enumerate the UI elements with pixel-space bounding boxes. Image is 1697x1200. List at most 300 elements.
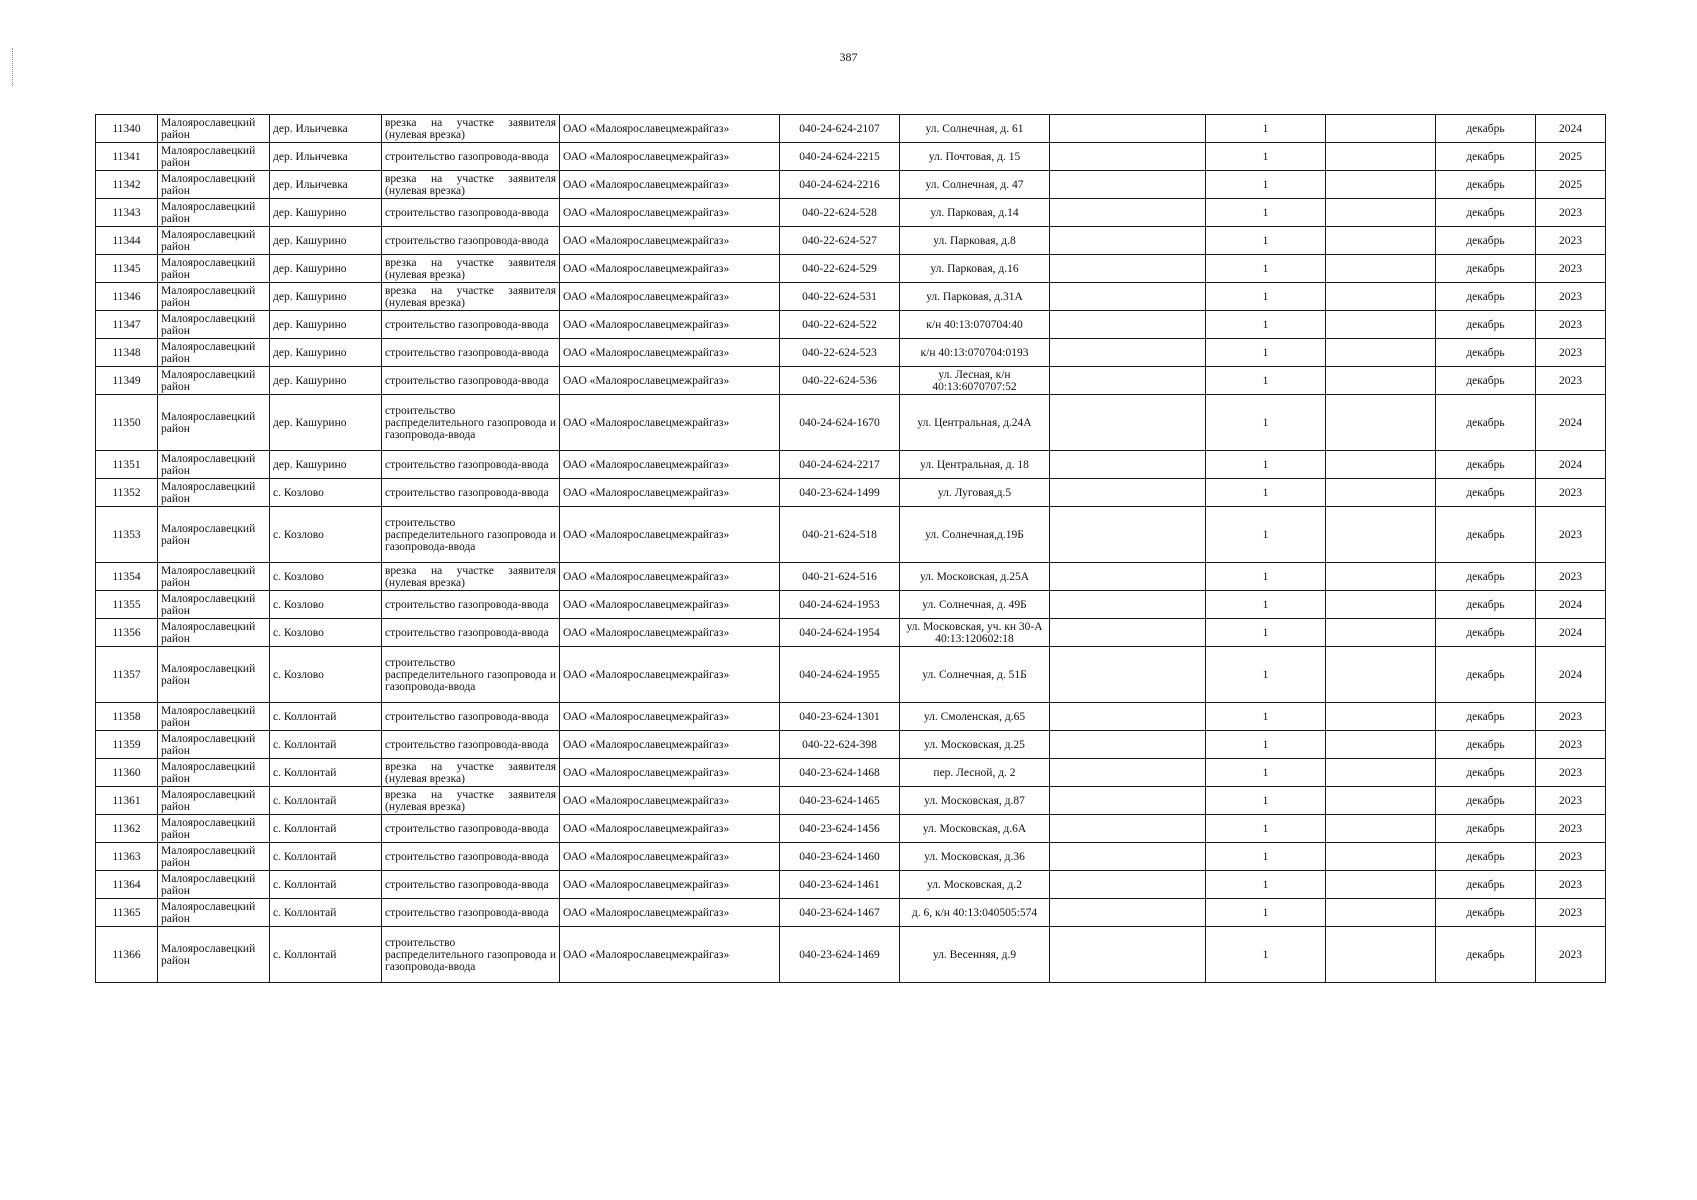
quantity-cell: 1 xyxy=(1206,255,1326,283)
quantity-cell: 1 xyxy=(1206,451,1326,479)
empty-cell xyxy=(1326,619,1436,647)
organization-cell: ОАО «Малоярославецмежрайгаз» xyxy=(560,507,780,563)
district-cell: Малоярославецкий район xyxy=(158,703,270,731)
quantity-cell: 1 xyxy=(1206,871,1326,899)
organization-cell: ОАО «Малоярославецмежрайгаз» xyxy=(560,871,780,899)
work-type-cell: строительство распределительного газопровода и газопровода-ввода xyxy=(382,507,560,563)
work-type-cell: врезка на участке заявителя (нулевая врезка) xyxy=(382,787,560,815)
table-row xyxy=(96,703,1606,731)
empty-cell xyxy=(1050,395,1206,451)
request-number-cell: 040-23-624-1460 xyxy=(780,843,900,871)
settlement-cell: дер. Ильичевка xyxy=(270,143,382,171)
empty-cell xyxy=(1050,283,1206,311)
work-type-cell: строительство газопровода-ввода xyxy=(382,199,560,227)
year-cell: 2023 xyxy=(1536,731,1606,759)
settlement-cell: дер. Кашурино xyxy=(270,395,382,451)
request-number-cell: 040-23-624-1469 xyxy=(780,927,900,983)
empty-cell xyxy=(1326,759,1436,787)
address-cell: ул. Почтовая, д. 15 xyxy=(900,143,1050,171)
empty-cell xyxy=(1050,451,1206,479)
work-type-cell: строительство газопровода-ввода xyxy=(382,815,560,843)
year-cell: 2023 xyxy=(1536,871,1606,899)
request-number-cell: 040-22-624-528 xyxy=(780,199,900,227)
year-cell: 2025 xyxy=(1536,143,1606,171)
quantity-cell: 1 xyxy=(1206,591,1326,619)
empty-cell xyxy=(1050,311,1206,339)
month-cell: декабрь xyxy=(1436,395,1536,451)
year-cell: 2023 xyxy=(1536,283,1606,311)
district-cell: Малоярославецкий район xyxy=(158,311,270,339)
address-cell: ул. Луговая,д.5 xyxy=(900,479,1050,507)
address-cell: ул. Московская, д.25 xyxy=(900,731,1050,759)
empty-cell xyxy=(1050,479,1206,507)
row-number-cell: 11360 xyxy=(96,759,158,787)
month-cell: декабрь xyxy=(1436,171,1536,199)
settlement-cell: с. Коллонтай xyxy=(270,759,382,787)
empty-cell xyxy=(1326,843,1436,871)
request-number-cell: 040-22-624-522 xyxy=(780,311,900,339)
quantity-cell: 1 xyxy=(1206,647,1326,703)
address-cell: к/н 40:13:070704:0193 xyxy=(900,339,1050,367)
request-number-cell: 040-24-624-1954 xyxy=(780,619,900,647)
empty-cell xyxy=(1326,787,1436,815)
request-number-cell: 040-22-624-531 xyxy=(780,283,900,311)
row-number-cell: 11348 xyxy=(96,339,158,367)
row-number-cell: 11351 xyxy=(96,451,158,479)
year-cell: 2023 xyxy=(1536,927,1606,983)
empty-cell xyxy=(1326,703,1436,731)
row-number-cell: 11343 xyxy=(96,199,158,227)
work-type-cell: строительство газопровода-ввода xyxy=(382,703,560,731)
work-type-cell: строительство газопровода-ввода xyxy=(382,227,560,255)
organization-cell: ОАО «Малоярославецмежрайгаз» xyxy=(560,311,780,339)
work-type-cell: строительство распределительного газопровода и газопровода-ввода xyxy=(382,927,560,983)
empty-cell xyxy=(1050,507,1206,563)
table-row xyxy=(96,311,1606,339)
row-number-cell: 11366 xyxy=(96,927,158,983)
organization-cell: ОАО «Малоярославецмежрайгаз» xyxy=(560,451,780,479)
month-cell: декабрь xyxy=(1436,563,1536,591)
request-number-cell: 040-22-624-536 xyxy=(780,367,900,395)
month-cell: декабрь xyxy=(1436,787,1536,815)
district-cell: Малоярославецкий район xyxy=(158,563,270,591)
row-number-cell: 11353 xyxy=(96,507,158,563)
empty-cell xyxy=(1326,199,1436,227)
organization-cell: ОАО «Малоярославецмежрайгаз» xyxy=(560,759,780,787)
settlement-cell: с. Козлово xyxy=(270,619,382,647)
district-cell: Малоярославецкий район xyxy=(158,899,270,927)
settlement-cell: с. Коллонтай xyxy=(270,871,382,899)
settlement-cell: дер. Кашурино xyxy=(270,283,382,311)
address-cell: ул. Весенняя, д.9 xyxy=(900,927,1050,983)
month-cell: декабрь xyxy=(1436,227,1536,255)
table-row xyxy=(96,255,1606,283)
address-cell: пер. Лесной, д. 2 xyxy=(900,759,1050,787)
empty-cell xyxy=(1050,563,1206,591)
year-cell: 2023 xyxy=(1536,815,1606,843)
address-cell: ул. Парковая, д.8 xyxy=(900,227,1050,255)
empty-cell xyxy=(1050,927,1206,983)
settlement-cell: с. Козлово xyxy=(270,647,382,703)
request-number-cell: 040-23-624-1461 xyxy=(780,871,900,899)
organization-cell: ОАО «Малоярославецмежрайгаз» xyxy=(560,227,780,255)
work-type-cell: строительство газопровода-ввода xyxy=(382,899,560,927)
row-number-cell: 11352 xyxy=(96,479,158,507)
table-row xyxy=(96,143,1606,171)
quantity-cell: 1 xyxy=(1206,703,1326,731)
table-row xyxy=(96,759,1606,787)
row-number-cell: 11364 xyxy=(96,871,158,899)
empty-cell xyxy=(1326,591,1436,619)
district-cell: Малоярославецкий район xyxy=(158,171,270,199)
work-type-cell: врезка на участке заявителя (нулевая врезка) xyxy=(382,115,560,143)
work-type-cell: строительство газопровода-ввода xyxy=(382,311,560,339)
request-number-cell: 040-21-624-518 xyxy=(780,507,900,563)
settlement-cell: с. Коллонтай xyxy=(270,703,382,731)
district-cell: Малоярославецкий район xyxy=(158,451,270,479)
empty-cell xyxy=(1050,227,1206,255)
row-number-cell: 11350 xyxy=(96,395,158,451)
empty-cell xyxy=(1326,647,1436,703)
month-cell: декабрь xyxy=(1436,731,1536,759)
district-cell: Малоярославецкий район xyxy=(158,339,270,367)
request-number-cell: 040-23-624-1301 xyxy=(780,703,900,731)
work-type-cell: врезка на участке заявителя (нулевая врезка) xyxy=(382,283,560,311)
district-cell: Малоярославецкий район xyxy=(158,927,270,983)
empty-cell xyxy=(1326,899,1436,927)
empty-cell xyxy=(1326,507,1436,563)
quantity-cell: 1 xyxy=(1206,367,1326,395)
row-number-cell: 11354 xyxy=(96,563,158,591)
district-cell: Малоярославецкий район xyxy=(158,227,270,255)
district-cell: Малоярославецкий район xyxy=(158,815,270,843)
organization-cell: ОАО «Малоярославецмежрайгаз» xyxy=(560,283,780,311)
district-cell: Малоярославецкий район xyxy=(158,283,270,311)
request-number-cell: 040-22-624-398 xyxy=(780,731,900,759)
gas-connection-registry-table xyxy=(95,114,1606,983)
year-cell: 2023 xyxy=(1536,843,1606,871)
quantity-cell: 1 xyxy=(1206,339,1326,367)
year-cell: 2024 xyxy=(1536,451,1606,479)
table-row xyxy=(96,451,1606,479)
organization-cell: ОАО «Малоярославецмежрайгаз» xyxy=(560,199,780,227)
settlement-cell: дер. Ильичевка xyxy=(270,115,382,143)
organization-cell: ОАО «Малоярославецмежрайгаз» xyxy=(560,367,780,395)
quantity-cell: 1 xyxy=(1206,143,1326,171)
row-number-cell: 11365 xyxy=(96,899,158,927)
request-number-cell: 040-24-624-1955 xyxy=(780,647,900,703)
table-row xyxy=(96,367,1606,395)
organization-cell: ОАО «Малоярославецмежрайгаз» xyxy=(560,339,780,367)
row-number-cell: 11346 xyxy=(96,283,158,311)
year-cell: 2024 xyxy=(1536,619,1606,647)
quantity-cell: 1 xyxy=(1206,787,1326,815)
settlement-cell: дер. Кашурино xyxy=(270,339,382,367)
row-number-cell: 11347 xyxy=(96,311,158,339)
settlement-cell: с. Козлово xyxy=(270,507,382,563)
empty-cell xyxy=(1326,171,1436,199)
row-number-cell: 11355 xyxy=(96,591,158,619)
empty-cell xyxy=(1050,647,1206,703)
quantity-cell: 1 xyxy=(1206,199,1326,227)
work-type-cell: строительство газопровода-ввода xyxy=(382,731,560,759)
organization-cell: ОАО «Малоярославецмежрайгаз» xyxy=(560,843,780,871)
request-number-cell: 040-21-624-516 xyxy=(780,563,900,591)
settlement-cell: с. Коллонтай xyxy=(270,787,382,815)
empty-cell xyxy=(1050,731,1206,759)
empty-cell xyxy=(1326,927,1436,983)
organization-cell: ОАО «Малоярославецмежрайгаз» xyxy=(560,787,780,815)
request-number-cell: 040-24-624-2215 xyxy=(780,143,900,171)
address-cell: ул. Солнечная, д. 47 xyxy=(900,171,1050,199)
row-number-cell: 11356 xyxy=(96,619,158,647)
table-row xyxy=(96,591,1606,619)
quantity-cell: 1 xyxy=(1206,479,1326,507)
empty-cell xyxy=(1050,143,1206,171)
district-cell: Малоярославецкий район xyxy=(158,479,270,507)
district-cell: Малоярославецкий район xyxy=(158,647,270,703)
settlement-cell: с. Коллонтай xyxy=(270,815,382,843)
table-body xyxy=(96,115,1606,983)
quantity-cell: 1 xyxy=(1206,759,1326,787)
year-cell: 2024 xyxy=(1536,395,1606,451)
district-cell: Малоярославецкий район xyxy=(158,255,270,283)
district-cell: Малоярославецкий район xyxy=(158,759,270,787)
address-cell: ул. Лесная, к/н 40:13:6070707:52 xyxy=(900,367,1050,395)
quantity-cell: 1 xyxy=(1206,283,1326,311)
table-row xyxy=(96,199,1606,227)
month-cell: декабрь xyxy=(1436,927,1536,983)
table-row xyxy=(96,115,1606,143)
quantity-cell: 1 xyxy=(1206,171,1326,199)
row-number-cell: 11341 xyxy=(96,143,158,171)
address-cell: ул. Московская, уч. кн 30-А 40:13:120602:18 xyxy=(900,619,1050,647)
quantity-cell: 1 xyxy=(1206,899,1326,927)
request-number-cell: 040-23-624-1467 xyxy=(780,899,900,927)
month-cell: декабрь xyxy=(1436,255,1536,283)
empty-cell xyxy=(1326,815,1436,843)
settlement-cell: с. Козлово xyxy=(270,591,382,619)
month-cell: декабрь xyxy=(1436,115,1536,143)
month-cell: декабрь xyxy=(1436,143,1536,171)
table-row xyxy=(96,479,1606,507)
month-cell: декабрь xyxy=(1436,759,1536,787)
table-row xyxy=(96,731,1606,759)
empty-cell xyxy=(1050,115,1206,143)
year-cell: 2025 xyxy=(1536,171,1606,199)
address-cell: ул. Московская, д.36 xyxy=(900,843,1050,871)
work-type-cell: строительство газопровода-ввода xyxy=(382,591,560,619)
settlement-cell: дер. Кашурино xyxy=(270,227,382,255)
table-row xyxy=(96,647,1606,703)
address-cell: ул. Парковая, д.16 xyxy=(900,255,1050,283)
empty-cell xyxy=(1326,311,1436,339)
row-number-cell: 11357 xyxy=(96,647,158,703)
request-number-cell: 040-22-624-523 xyxy=(780,339,900,367)
district-cell: Малоярославецкий район xyxy=(158,199,270,227)
year-cell: 2023 xyxy=(1536,479,1606,507)
organization-cell: ОАО «Малоярославецмежрайгаз» xyxy=(560,395,780,451)
month-cell: декабрь xyxy=(1436,199,1536,227)
year-cell: 2023 xyxy=(1536,759,1606,787)
work-type-cell: врезка на участке заявителя (нулевая врезка) xyxy=(382,171,560,199)
empty-cell xyxy=(1050,899,1206,927)
empty-cell xyxy=(1050,255,1206,283)
table-row xyxy=(96,171,1606,199)
work-type-cell: строительство распределительного газопровода и газопровода-ввода xyxy=(382,647,560,703)
row-number-cell: 11342 xyxy=(96,171,158,199)
address-cell: ул. Московская, д.2 xyxy=(900,871,1050,899)
year-cell: 2023 xyxy=(1536,703,1606,731)
settlement-cell: дер. Кашурино xyxy=(270,367,382,395)
empty-cell xyxy=(1050,339,1206,367)
month-cell: декабрь xyxy=(1436,479,1536,507)
month-cell: декабрь xyxy=(1436,703,1536,731)
empty-cell xyxy=(1050,815,1206,843)
organization-cell: ОАО «Малоярославецмежрайгаз» xyxy=(560,927,780,983)
empty-cell xyxy=(1050,703,1206,731)
address-cell: ул. Центральная, д. 18 xyxy=(900,451,1050,479)
address-cell: д. 6, к/н 40:13:040505:574 xyxy=(900,899,1050,927)
empty-cell xyxy=(1326,451,1436,479)
address-cell: ул. Солнечная,д.19Б xyxy=(900,507,1050,563)
quantity-cell: 1 xyxy=(1206,395,1326,451)
empty-cell xyxy=(1326,563,1436,591)
settlement-cell: дер. Кашурино xyxy=(270,311,382,339)
year-cell: 2023 xyxy=(1536,199,1606,227)
district-cell: Малоярославецкий район xyxy=(158,143,270,171)
district-cell: Малоярославецкий район xyxy=(158,367,270,395)
year-cell: 2023 xyxy=(1536,227,1606,255)
work-type-cell: строительство газопровода-ввода xyxy=(382,871,560,899)
work-type-cell: строительство газопровода-ввода xyxy=(382,339,560,367)
table-row xyxy=(96,787,1606,815)
month-cell: декабрь xyxy=(1436,647,1536,703)
table-row xyxy=(96,843,1606,871)
empty-cell xyxy=(1326,227,1436,255)
year-cell: 2023 xyxy=(1536,563,1606,591)
address-cell: ул. Московская, д.6А xyxy=(900,815,1050,843)
row-number-cell: 11345 xyxy=(96,255,158,283)
settlement-cell: с. Коллонтай xyxy=(270,731,382,759)
request-number-cell: 040-24-624-2217 xyxy=(780,451,900,479)
table-row xyxy=(96,815,1606,843)
month-cell: декабрь xyxy=(1436,871,1536,899)
settlement-cell: дер. Ильичевка xyxy=(270,171,382,199)
table-row xyxy=(96,619,1606,647)
work-type-cell: строительство распределительного газопровода и газопровода-ввода xyxy=(382,395,560,451)
address-cell: ул. Солнечная, д. 61 xyxy=(900,115,1050,143)
empty-cell xyxy=(1050,759,1206,787)
year-cell: 2023 xyxy=(1536,311,1606,339)
organization-cell: ОАО «Малоярославецмежрайгаз» xyxy=(560,563,780,591)
empty-cell xyxy=(1050,787,1206,815)
empty-cell xyxy=(1326,283,1436,311)
request-number-cell: 040-22-624-527 xyxy=(780,227,900,255)
address-cell: ул. Московская, д.25А xyxy=(900,563,1050,591)
row-number-cell: 11359 xyxy=(96,731,158,759)
empty-cell xyxy=(1326,871,1436,899)
year-cell: 2023 xyxy=(1536,339,1606,367)
year-cell: 2023 xyxy=(1536,367,1606,395)
empty-cell xyxy=(1326,115,1436,143)
quantity-cell: 1 xyxy=(1206,731,1326,759)
table-row xyxy=(96,899,1606,927)
address-cell: ул. Центральная, д.24А xyxy=(900,395,1050,451)
quantity-cell: 1 xyxy=(1206,311,1326,339)
quantity-cell: 1 xyxy=(1206,619,1326,647)
quantity-cell: 1 xyxy=(1206,563,1326,591)
year-cell: 2024 xyxy=(1536,591,1606,619)
month-cell: декабрь xyxy=(1436,283,1536,311)
address-cell: к/н 40:13:070704:40 xyxy=(900,311,1050,339)
request-number-cell: 040-24-624-1670 xyxy=(780,395,900,451)
settlement-cell: с. Коллонтай xyxy=(270,843,382,871)
organization-cell: ОАО «Малоярославецмежрайгаз» xyxy=(560,731,780,759)
year-cell: 2023 xyxy=(1536,787,1606,815)
work-type-cell: строительство газопровода-ввода xyxy=(382,367,560,395)
address-cell: ул. Московская, д.87 xyxy=(900,787,1050,815)
empty-cell xyxy=(1326,367,1436,395)
settlement-cell: с. Козлово xyxy=(270,479,382,507)
empty-cell xyxy=(1326,395,1436,451)
quantity-cell: 1 xyxy=(1206,843,1326,871)
district-cell: Малоярославецкий район xyxy=(158,787,270,815)
request-number-cell: 040-24-624-2216 xyxy=(780,171,900,199)
work-type-cell: строительство газопровода-ввода xyxy=(382,619,560,647)
month-cell: декабрь xyxy=(1436,815,1536,843)
address-cell: ул. Солнечная, д. 51Б xyxy=(900,647,1050,703)
settlement-cell: дер. Кашурино xyxy=(270,199,382,227)
address-cell: ул. Парковая, д.31А xyxy=(900,283,1050,311)
organization-cell: ОАО «Малоярославецмежрайгаз» xyxy=(560,171,780,199)
empty-cell xyxy=(1326,339,1436,367)
table-row xyxy=(96,563,1606,591)
request-number-cell: 040-23-624-1499 xyxy=(780,479,900,507)
organization-cell: ОАО «Малоярославецмежрайгаз» xyxy=(560,619,780,647)
page-number: 387 xyxy=(839,50,858,64)
organization-cell: ОАО «Малоярославецмежрайгаз» xyxy=(560,143,780,171)
quantity-cell: 1 xyxy=(1206,507,1326,563)
year-cell: 2023 xyxy=(1536,507,1606,563)
row-number-cell: 11344 xyxy=(96,227,158,255)
row-number-cell: 11361 xyxy=(96,787,158,815)
empty-cell xyxy=(1326,479,1436,507)
quantity-cell: 1 xyxy=(1206,227,1326,255)
organization-cell: ОАО «Малоярославецмежрайгаз» xyxy=(560,255,780,283)
organization-cell: ОАО «Малоярославецмежрайгаз» xyxy=(560,899,780,927)
district-cell: Малоярославецкий район xyxy=(158,871,270,899)
table-row xyxy=(96,507,1606,563)
request-number-cell: 040-23-624-1456 xyxy=(780,815,900,843)
request-number-cell: 040-22-624-529 xyxy=(780,255,900,283)
empty-cell xyxy=(1050,871,1206,899)
empty-cell xyxy=(1050,843,1206,871)
settlement-cell: дер. Кашурино xyxy=(270,255,382,283)
year-cell: 2024 xyxy=(1536,647,1606,703)
organization-cell: ОАО «Малоярославецмежрайгаз» xyxy=(560,815,780,843)
month-cell: декабрь xyxy=(1436,311,1536,339)
address-cell: ул. Солнечная, д. 49Б xyxy=(900,591,1050,619)
request-number-cell: 040-23-624-1465 xyxy=(780,787,900,815)
month-cell: декабрь xyxy=(1436,339,1536,367)
table-row xyxy=(96,871,1606,899)
work-type-cell: врезка на участке заявителя (нулевая врезка) xyxy=(382,255,560,283)
request-number-cell: 040-24-624-1953 xyxy=(780,591,900,619)
district-cell: Малоярославецкий район xyxy=(158,731,270,759)
work-type-cell: строительство газопровода-ввода xyxy=(382,479,560,507)
settlement-cell: с. Коллонтай xyxy=(270,899,382,927)
